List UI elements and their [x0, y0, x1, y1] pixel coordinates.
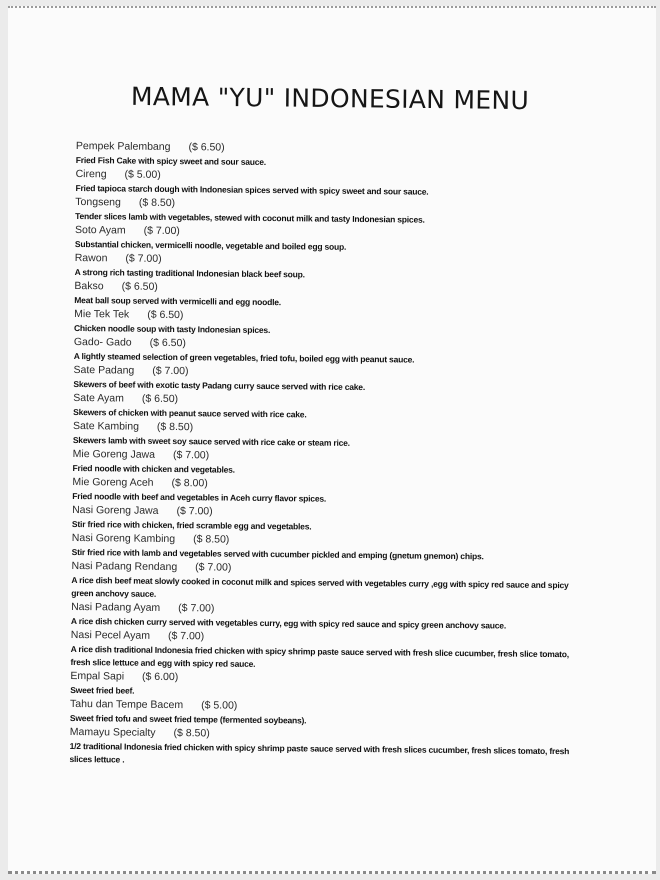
menu-item-price: ($ 6.50)	[188, 141, 225, 154]
menu-item-description: Skewers of beef with exotic tasty Padang curry sauce served with rice cake.	[73, 378, 366, 393]
menu-item-name: Nasi Goreng Kambing	[71, 531, 176, 546]
menu-item-name: Mie Goreng Jawa	[72, 447, 156, 461]
menu-item-price: ($ 7.00)	[195, 561, 232, 574]
menu-item-name: Cireng	[75, 167, 107, 181]
menu-item-price: ($ 8.00)	[171, 477, 208, 490]
menu-item-description: Tender slices lamb with vegetables, stewed with coconut milk and tasty Indonesian spices.	[75, 210, 425, 225]
menu-item-description: Substantial chicken, vermicelli noodle, vegetable and boiled egg soup.	[74, 238, 347, 252]
menu-item-description: A rice dish chicken curry served with vegetables curry, egg with spicy red sauce and spicy green anchovy sauce.	[70, 615, 507, 631]
menu-item-name: Nasi Pecel Ayam	[70, 628, 151, 642]
menu-item-price: ($ 7.00)	[143, 224, 180, 238]
menu-item-price: ($ 7.00)	[152, 364, 189, 378]
menu-item-price: ($ 6.00)	[142, 670, 179, 684]
menu-item-name: Nasi Padang Ayam	[71, 600, 161, 614]
menu-item-description: Chicken noodle soup with tasty Indonesian spices.	[73, 322, 271, 336]
menu-item-description: Skewers lamb with sweet soy sauce served with rice cake or steam rice.	[72, 434, 350, 448]
menu-item-price: ($ 5.00)	[124, 168, 161, 181]
menu-item-description: A lightly steamed selection of green vegetables, fried tofu, boiled egg with peanut sauce.	[73, 350, 415, 365]
menu-item	[69, 725, 589, 771]
menu-item-description: 1/2 traditional Indonesia fried chicken with spicy shrimp paste sauce served with fresh slices cucumber, fresh slices tomato, fresh slices lettuce .	[69, 740, 570, 765]
menu-item-description: Fried tapioca starch dough with Indonesian spices served with spicy sweet and sour sauce.	[75, 182, 429, 197]
menu-item-name: Nasi Padang Rendang	[71, 559, 178, 574]
menu-item-name: Gado- Gado	[73, 335, 132, 349]
menu-item-name: Mie Tek Tek	[74, 307, 130, 321]
menu-item	[70, 628, 590, 674]
menu-item-description: Sweet fried beef.	[70, 684, 135, 696]
menu-item-price: ($ 8.50)	[156, 420, 194, 434]
menu-item-name: Mamayu Specialty	[69, 725, 156, 739]
menu-item-description: Fried noodle with beef and vegetables in Aceh curry flavor spices.	[72, 490, 327, 504]
menu-item-description: Stir fried rice with lamb and vegetables served with cucumber pickled and emping (gnetum gnemon) chips.	[71, 546, 484, 562]
menu-item-name: Tongseng	[75, 195, 121, 209]
menu-item-description: Sweet fried tofu and sweet fried tempe (fermented soybeans).	[69, 712, 307, 726]
menu-item-description: A strong rich tasting traditional Indonesian black beef soup.	[74, 266, 305, 280]
menu-item-description: Stir fried rice with chicken, fried scramble egg and vegetables.	[71, 518, 312, 532]
menu-item-description: Meat ball soup served with vermicelli and egg noodle.	[74, 294, 282, 308]
menu-item-name: Nasi Goreng Jawa	[72, 503, 159, 517]
menu-item-description: Fried Fish Cake with spicy sweet and sour sauce.	[75, 154, 267, 167]
menu-item	[71, 559, 591, 605]
menu-item-name: Pempek Palembang	[75, 139, 171, 153]
menu-item-description: Skewers of chicken with peanut sauce served with rice cake.	[73, 406, 307, 420]
menu-item-name: Bakso	[74, 279, 104, 293]
menu-title: MAMA "YU" INDONESIAN MENU	[130, 81, 530, 116]
menu-item-description: Fried noodle with chicken and vegetables.	[72, 462, 235, 475]
menu-item-name: Sate Padang	[73, 363, 135, 377]
menu-item-name: Tahu dan Tempe Bacem	[70, 697, 184, 712]
menu-item-name: Sate Kambing	[72, 419, 140, 433]
menu-item-price: ($ 8.50)	[193, 533, 230, 546]
menu-item-name: Mie Goreng Aceh	[72, 475, 154, 489]
menu-item-price: ($ 7.00)	[178, 602, 215, 615]
menu-item-price: ($ 7.00)	[125, 252, 162, 265]
menu-item-description: A rice dish beef meat slowly cooked in coconut milk and spices served with vegetables curry ,egg with spicy red sauce and spicy green anchovy sauce.	[71, 574, 569, 599]
menu-item-name: Empal Sapi	[70, 669, 125, 683]
menu-item-price: ($ 6.50)	[141, 392, 179, 406]
menu-item-price: ($ 6.50)	[147, 308, 184, 322]
menu-item-name: Sate Ayam	[73, 391, 124, 405]
menu-item-name: Rawon	[74, 251, 108, 265]
menu-item-price: ($ 7.00)	[176, 505, 213, 518]
menu-item-price: ($ 6.50)	[121, 280, 158, 293]
menu-list	[69, 139, 596, 771]
menu-item-price: ($ 8.50)	[138, 196, 176, 210]
menu-item-name: Soto Ayam	[74, 223, 126, 237]
menu-item-price: ($ 7.00)	[167, 629, 205, 643]
menu-item-price: ($ 8.50)	[173, 727, 210, 740]
menu-item-price: ($ 6.50)	[149, 336, 186, 350]
menu-item-description: A rice dish traditional Indonesia fried chicken with spicy shrimp paste sauce served with fresh slice cucumber, fresh slice tomato, fresh slice lettuce and egg with spicy red sauce.	[70, 643, 569, 669]
menu-item-price: ($ 5.00)	[201, 699, 238, 712]
menu-item-price: ($ 7.00)	[172, 449, 210, 462]
